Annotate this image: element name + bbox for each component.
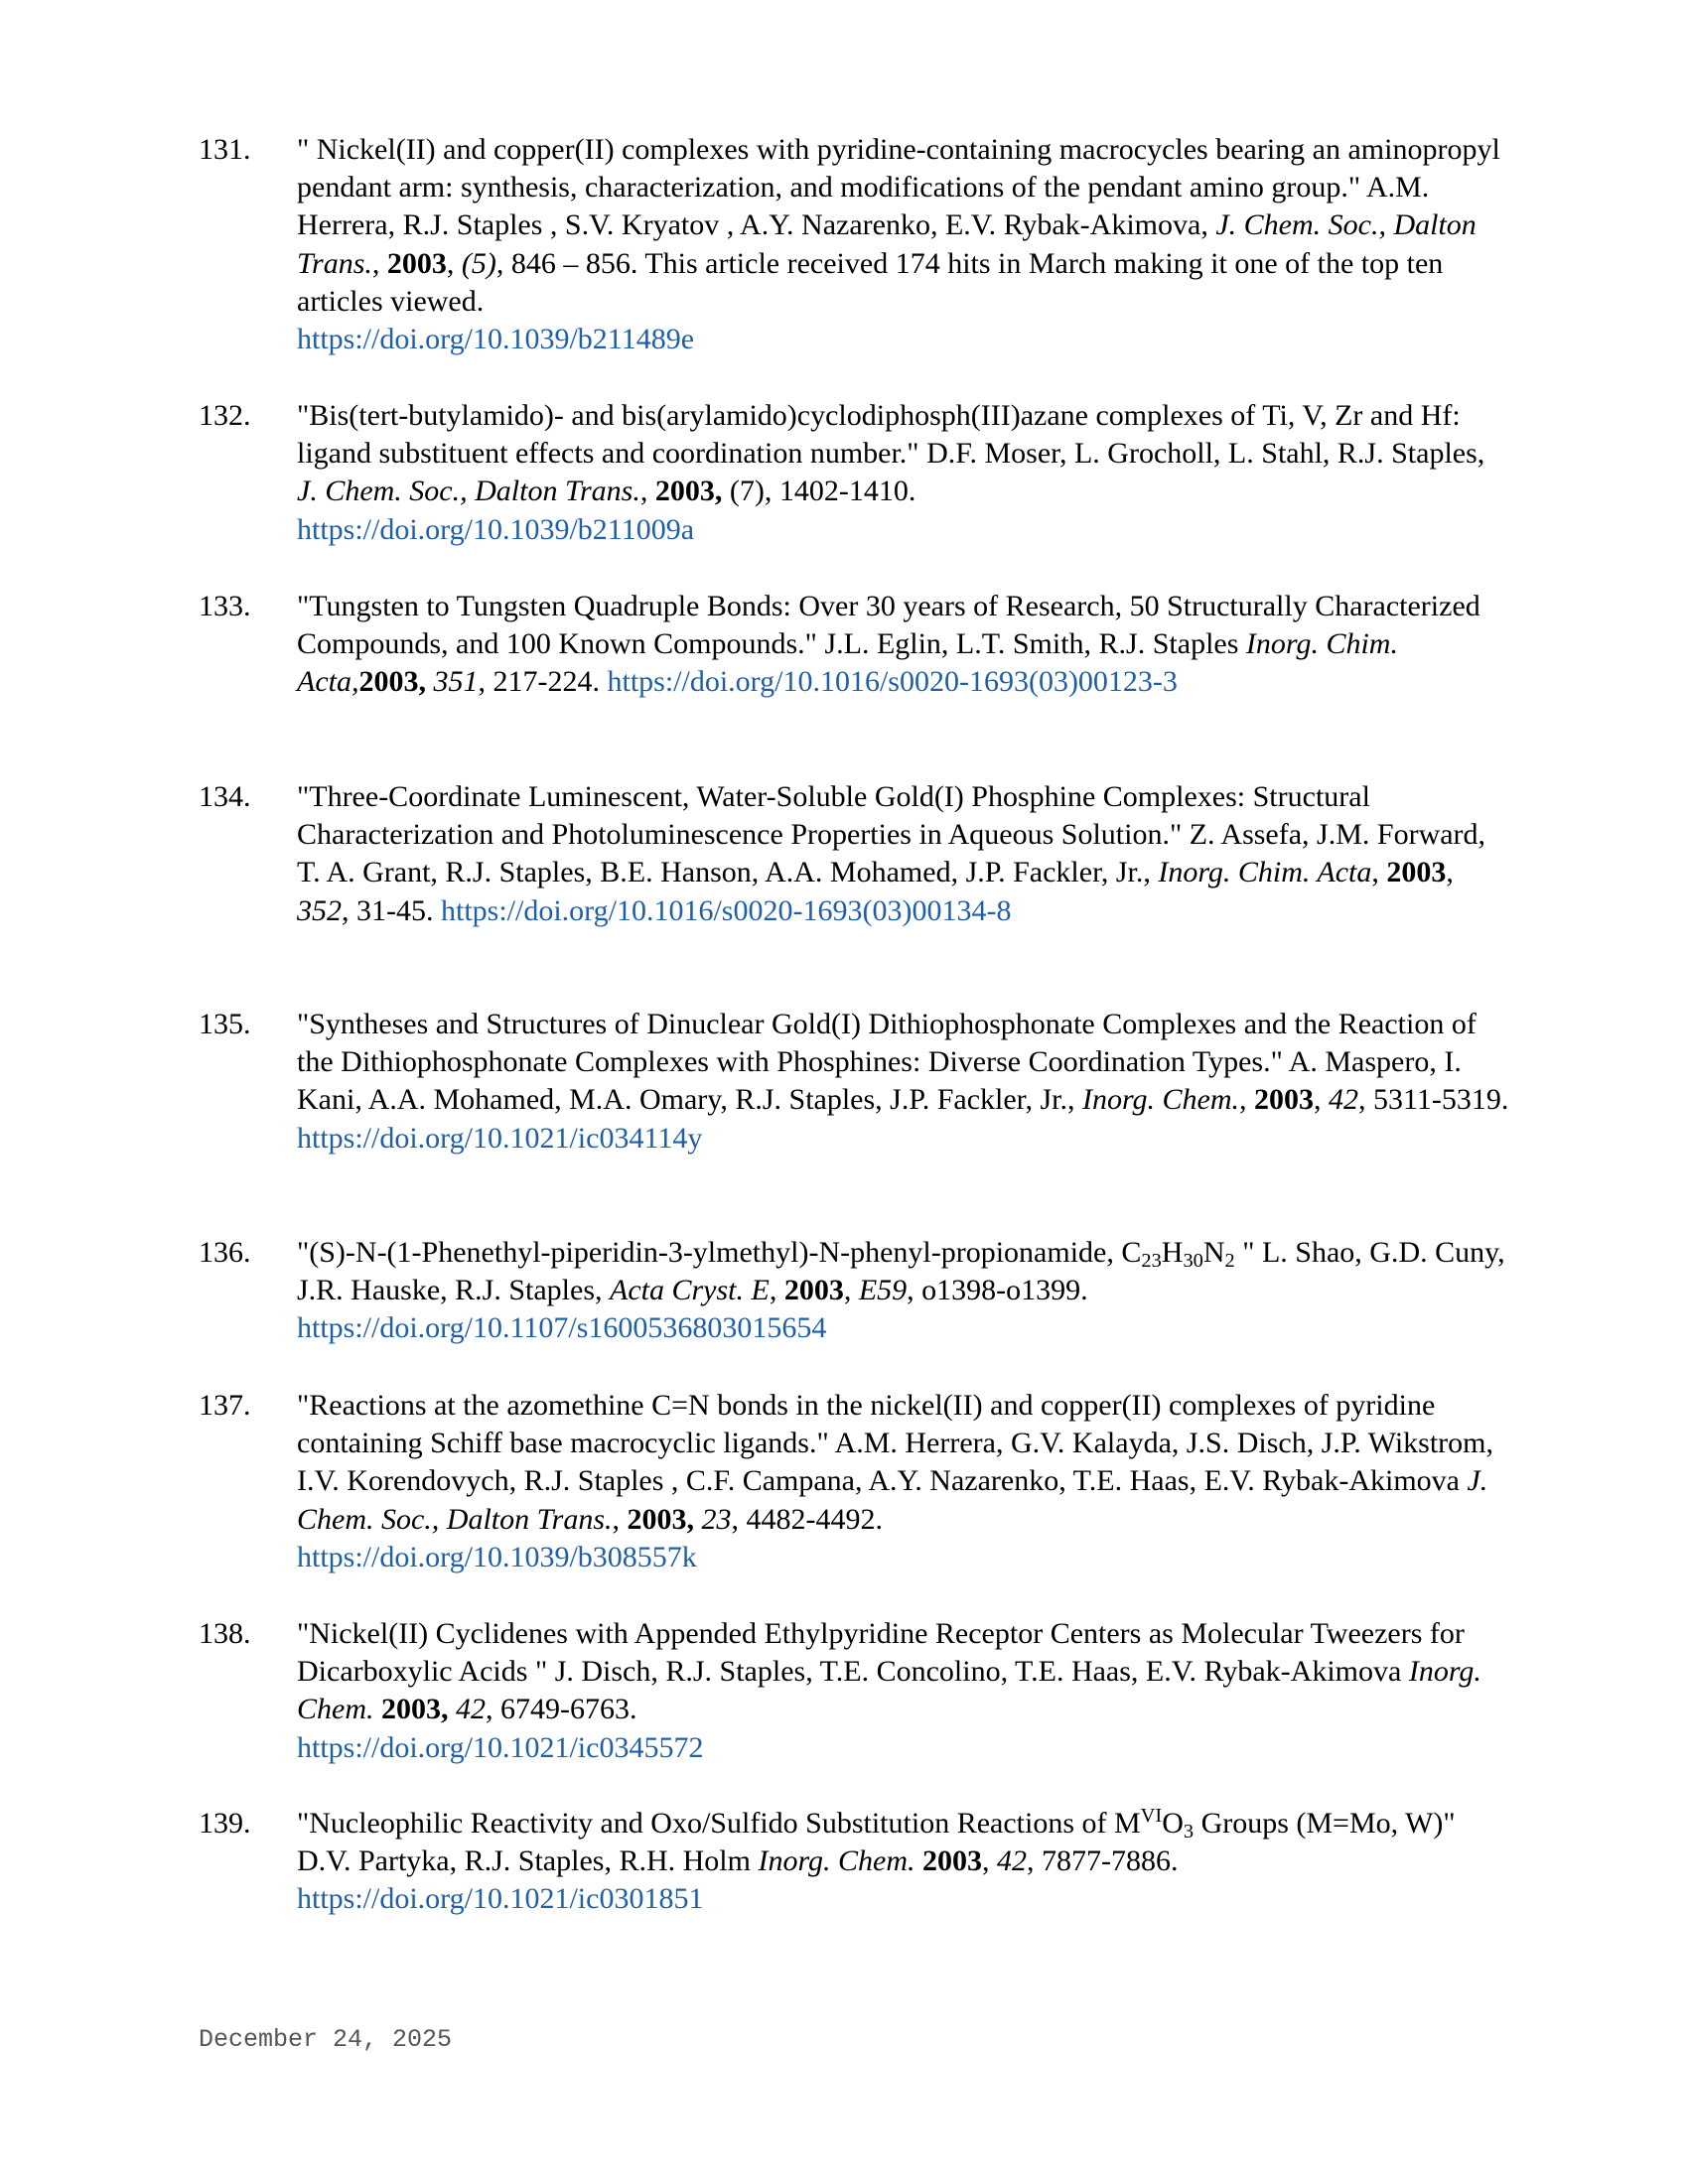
reference-pages: , 217-224. [478, 665, 600, 699]
reference-entry-135 [199, 1006, 1509, 1158]
reference-entry-132 [199, 397, 1509, 549]
reference-year: 2003 [1254, 1083, 1315, 1117]
reference-journal: Inorg. Chem. [297, 1655, 1481, 1726]
reference-volume: 23 [701, 1502, 732, 1536]
reference-body: " Nickel(II) and copper(II) complexes with pyridine-containing macrocycles bearing an aminopropyl pendant arm: synthesis, characterization, and modifications of the pendant amino group." A.M. Herrera, R.J. Staples , S.V. Kryatov , A.Y. Nazarenko, E.V. Rybak-Akimova, J. Chem. Soc., Dalton Trans., 2003, (5), 846 – 856. This article received 174 hits in March making it one of the top ten articles viewed. https://doi.org/10.1039/b211489e [297, 133, 1500, 356]
reference-title: "Tungsten to Tungsten Quadruple Bonds: Over 30 years of Research, 50 Structurally Characterized Compounds, and 100 Known Compounds." [297, 590, 1480, 661]
doi-link[interactable]: https://doi.org/10.1021/ic0345572 [297, 1730, 704, 1764]
reference-entry-137 [199, 1387, 1509, 1576]
reference-pages: , 5311-5319. [1358, 1083, 1509, 1117]
reference-number: 135. [199, 1008, 251, 1040]
reference-pages: , 4482-4492. [731, 1502, 884, 1536]
reference-journal: Inorg. Chem. [1081, 1083, 1240, 1117]
reference-entry-134 [199, 778, 1509, 930]
reference-journal: J. Chem. Soc., Dalton Trans. [297, 1464, 1488, 1536]
reference-year: 2003, [654, 475, 723, 508]
reference-body [297, 1615, 1509, 1767]
reference-note: This article received 174 hits in March making it one of the top ten articles viewed. [297, 246, 1444, 318]
reference-journal: Inorg. Chem. [758, 1844, 915, 1878]
reference-title: "Syntheses and Structures of Dinuclear Gold(I) Dithiophosphonate Complexes and the Reaction of the Dithiophosphonate Complexes with Phosphines: Diverse Coordination Types." [297, 1008, 1477, 1079]
reference-number: 134. [199, 780, 251, 813]
reference-year: 2003, [358, 665, 426, 699]
reference-body: "Bis(tert-butylamido)- and bis(arylamido)cyclodiphosph(III)azane complexes of Ti, V, Zr and Hf: ligand substituent effects and coordination number." D.F. Moser, L. Grocholl, L. Stahl, R.J. Staples, J. Chem. Soc., Dalton Trans., 2003, (7), 1402-1410. https://doi.org/10.1039/b211009a [297, 399, 1485, 546]
reference-journal: Acta Cryst. E [610, 1274, 770, 1307]
doi-link[interactable]: https://doi.org/10.1107/s1600536803015654 [297, 1311, 827, 1345]
doi-link[interactable]: https://doi.org/10.1016/s0020-1693(03)00123-3 [607, 665, 1178, 699]
reference-authors: D.F. Moser, L. Grocholl, L. Stahl, R.J. Staples, [918, 437, 1485, 471]
reference-pages: , o1398-o1399. [907, 1274, 1088, 1307]
reference-pages: 1402-1410. [772, 475, 916, 508]
reference-journal: J. Chem. Soc., Dalton Trans. [297, 475, 640, 508]
reference-title: "Bis(tert-butylamido)- and bis(arylamido)cyclodiphosph(III)azane complexes of Ti, V, Zr and Hf: ligand substituent effects and coordination number." [297, 399, 1461, 471]
subscript: 2 [1224, 1250, 1235, 1273]
reference-number: 133. [199, 590, 251, 622]
reference-journal: J. Chem. Soc., Dalton Trans. [297, 208, 1477, 280]
subscript: 23 [1141, 1250, 1162, 1273]
reference-pages: , 31-45. [342, 893, 434, 927]
subscript: 3 [1183, 1821, 1195, 1843]
reference-body [297, 588, 1509, 702]
reference-issue: (5) [461, 246, 496, 280]
reference-year: 2003, [627, 1502, 695, 1536]
reference-entry-133 [199, 588, 1509, 702]
reference-pages: , 6749-6763. [486, 1693, 637, 1726]
doi-link[interactable]: https://doi.org/10.1016/s0020-1693(03)00134-8 [441, 893, 1012, 927]
reference-body: "Nucleophilic Reactivity and Oxo/Sulfido Substitution Reactions of $M^{VI}O_3$ Groups (M=Mo, W)" D.V. Partyka, R.J. Staples, R.H. Holm Inorg. Chem. 2003, 42, 7877-7886. https://doi.org/10.1021/ic0301851 [297, 1804, 1456, 1916]
reference-entry-138 [199, 1615, 1509, 1767]
reference-volume: 42 [997, 1844, 1028, 1878]
doi-link[interactable]: https://doi.org/10.1039/b211489e [297, 323, 695, 356]
doi-link[interactable]: https://doi.org/10.1039/b308557k [297, 1540, 697, 1573]
reference-authors: A.M. Herrera, R.J. Staples , S.V. Kryatov , A.Y. Nazarenko, E.V. Rybak-Akimova, [297, 171, 1430, 242]
doi-link[interactable]: https://doi.org/10.1021/ic034114y [297, 1121, 703, 1155]
reference-year: 2003 [783, 1274, 844, 1307]
reference-journal: Inorg. Chim. Acta [1158, 856, 1372, 889]
doi-link[interactable]: https://doi.org/10.1039/b211009a [297, 512, 695, 546]
reference-authors: J. Disch, R.J. Staples, T.E. Concolino, T.E. Haas, E.V. Rybak-Akimova [547, 1655, 1409, 1689]
reference-volume: 351 [433, 665, 479, 699]
reference-body: "(S)-N-(1-Phenethyl-piperidin-3-ylmethyl)-N-phenyl-propionamide, $C_{23}H_{30}N_2$ " L. Shao, G.D. Cuny, J.R. Hauske, R.J. Staples, Acta Cryst. E, 2003, E59, o1398-o1399. https://doi.org/10.1107/s1600536803015654 [297, 1236, 1505, 1345]
reference-volume: E59 [858, 1274, 908, 1307]
subscript: 30 [1183, 1250, 1203, 1273]
doi-link[interactable]: https://doi.org/10.1021/ic0301851 [297, 1882, 704, 1916]
reference-volume: 42 [1329, 1083, 1359, 1117]
reference-entry-136 [199, 1234, 1509, 1348]
reference-authors: J.L. Eglin, L.T. Smith, R.J. Staples [816, 627, 1246, 661]
reference-journal: Inorg. Chim. Acta, [297, 627, 1398, 699]
reference-volume: 352 [297, 893, 342, 927]
reference-number: 132. [199, 399, 251, 432]
reference-entry-131 [199, 131, 1509, 358]
reference-authors: A.M. Herrera, G.V. Kalayda, J.S. Disch, J.P. Wikstrom, I.V. Korendovych, R.J. Staples , C.F. Campana, A.Y. Nazarenko, T.E. Haas, E.V. Rybak-Akimova [297, 1427, 1494, 1498]
reference-year: 2003 [922, 1844, 983, 1878]
reference-volume: 42 [456, 1693, 486, 1726]
superscript: VI [1140, 1804, 1163, 1827]
reference-title: " Nickel(II) and copper(II) complexes with pyridine-containing macrocycles bearing an aminopropyl pendant arm: synthesis, characterization, and modifications of the pendant amino group." [297, 133, 1500, 205]
reference-title: "Nucleophilic Reactivity and Oxo/Sulfido Substitution Reactions of $M^{VI}O_3$ Groups (M=Mo, W)" [297, 1804, 1456, 1843]
reference-entry-139 [199, 1805, 1509, 1919]
reference-body: "Reactions at the azomethine C=N bonds in the nickel(II) and copper(II) complexes of pyridine containing Schiff base macrocyclic ligands." A.M. Herrera, G.V. Kalayda, J.S. Disch, J.P. Wikstrom, I.V. Korendovych, R.J. Staples , C.F. Campana, A.Y. Nazarenko, T.E. Haas, E.V. Rybak-Akimova J. Chem. Soc., Dalton Trans., 2003, 23, 4482-4492. https://doi.org/10.1039/b308557k [297, 1389, 1494, 1573]
reference-number: 137. [199, 1389, 251, 1422]
reference-body: "Three-Coordinate Luminescent, Water-Soluble Gold(I) Phosphine Complexes: Structural Characterization and Photoluminescence Properties in Aqueous Solution." Z. Assefa, J.M. Forward, T. A. Grant, R.J. Staples, B.E. Hanson, A.A. Mohamed, J.P. Fackler, Jr., Inorg. Chim. Acta, 2003, 352, 31-45. https://doi.org/10.1016/s0020-1693(03)00134-8 [297, 780, 1486, 927]
reference-number: 139. [199, 1807, 251, 1840]
reference-issue: (7), [729, 475, 773, 508]
reference-authors: Z. Assefa, J.M. Forward, T. A. Grant, R.J. Staples, B.E. Hanson, A.A. Mohamed, J.P. Fackler, Jr., [297, 818, 1486, 889]
reference-number: 131. [199, 133, 251, 166]
reference-authors: D.V. Partyka, R.J. Staples, R.H. Holm [297, 1844, 759, 1878]
reference-title: "Nickel(II) Cyclidenes with Appended Ethylpyridine Receptor Centers as Molecular Tweezers for Dicarboxylic Acids " [297, 1617, 1465, 1689]
reference-pages: 846 – 856. [503, 246, 638, 280]
footer-date: December 24, 2025 [199, 2025, 453, 2054]
reference-title: "Reactions at the azomethine C=N bonds in the nickel(II) and copper(II) complexes of pyridine containing Schiff base macrocyclic ligands." [297, 1389, 1436, 1460]
reference-number: 138. [199, 1617, 251, 1650]
reference-number: 136. [199, 1236, 251, 1269]
reference-year: 2003 [386, 246, 447, 280]
reference-authors: L. Shao, G.D. Cuny, J.R. Hauske, R.J. Staples, [297, 1236, 1505, 1307]
reference-title: "(S)-N-(1-Phenethyl-piperidin-3-ylmethyl)-N-phenyl-propionamide, $C_{23}H_{30}N_2$ " [297, 1236, 1255, 1273]
reference-year: 2003 [1386, 856, 1447, 889]
reference-body: "Syntheses and Structures of Dinuclear Gold(I) Dithiophosphonate Complexes and the Reaction of the Dithiophosphonate Complexes with Phosphines: Diverse Coordination Types." A. Maspero, I. Kani, A.A. Mohamed, M.A. Omary, R.J. Staples, J.P. Fackler, Jr., Inorg. Chem., 2003, 42, 5311-5319. https://doi.org/10.1021/ic034114y [297, 1008, 1509, 1155]
reference-year: 2003, [381, 1693, 449, 1726]
reference-title: "Three-Coordinate Luminescent, Water-Soluble Gold(I) Phosphine Complexes: Structural Characterization and Photoluminescence Properties in Aqueous Solution." [297, 780, 1370, 852]
reference-authors: A. Maspero, I. Kani, A.A. Mohamed, M.A. Omary, R.J. Staples, J.P. Fackler, Jr., [297, 1045, 1462, 1117]
reference-pages: , 7877-7886. [1027, 1844, 1179, 1878]
